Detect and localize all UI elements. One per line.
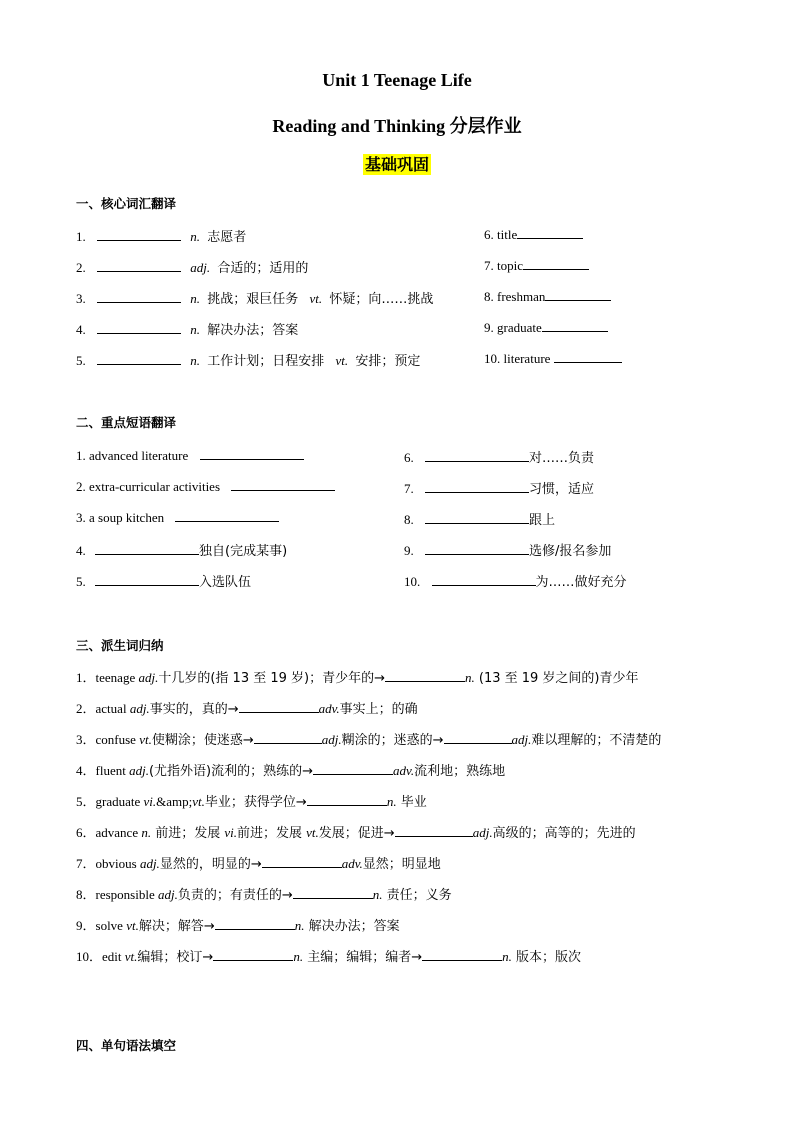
part-of-speech: n. bbox=[190, 291, 200, 306]
item-number: 7． bbox=[76, 856, 96, 871]
phrase-meaning: 为……做好充分 bbox=[535, 575, 627, 590]
answer-blank[interactable] bbox=[97, 290, 181, 303]
part-of-speech: adv. bbox=[393, 763, 415, 778]
page-subtitle: Reading and Thinking 分层作业 bbox=[272, 116, 522, 136]
meaning: 事实的，真的→ bbox=[149, 702, 239, 717]
meaning: 毕业 bbox=[396, 795, 427, 810]
answer-blank[interactable] bbox=[422, 948, 502, 961]
part-of-speech: vt. bbox=[192, 794, 205, 809]
vocab-item-7 bbox=[484, 257, 589, 274]
part-of-speech: vt. bbox=[126, 918, 139, 933]
phrase-number: 10. bbox=[404, 574, 421, 589]
answer-blank[interactable] bbox=[425, 480, 529, 493]
answer-blank[interactable] bbox=[517, 226, 583, 239]
vocab-item-3 bbox=[76, 288, 433, 307]
meaning: 毕业；获得学位→ bbox=[204, 795, 307, 810]
meaning: 解决办法；答案 bbox=[304, 919, 400, 934]
phrase-text: 2. extra-curricular activities bbox=[76, 479, 221, 494]
meaning: 怀疑；向……挑战 bbox=[329, 292, 434, 307]
part-of-speech: n. bbox=[190, 322, 200, 337]
part-of-speech: adj. bbox=[129, 701, 150, 716]
vocab-word: title bbox=[497, 227, 518, 242]
meaning: 解决；解答→ bbox=[138, 919, 215, 934]
derivative-item-1 bbox=[76, 667, 639, 686]
phrase-item-8 bbox=[404, 509, 555, 528]
phrase-item-5 bbox=[76, 571, 251, 590]
part-of-speech: adj. bbox=[190, 260, 211, 275]
base-word: fluent bbox=[95, 763, 130, 778]
answer-blank[interactable] bbox=[95, 542, 199, 555]
answer-blank[interactable] bbox=[97, 352, 181, 365]
base-word: teenage bbox=[95, 670, 139, 685]
phrase-item-7 bbox=[404, 478, 594, 497]
item-number: 9. bbox=[484, 320, 494, 335]
part-of-speech: vt. bbox=[309, 291, 323, 306]
answer-blank[interactable] bbox=[554, 350, 622, 363]
meaning: 前进；发展 bbox=[151, 826, 225, 841]
section-heading-phrases: 二、重点短语翻译 bbox=[76, 415, 177, 430]
part-of-speech: adj. bbox=[129, 763, 149, 778]
meaning: (尤指外语)流利的；熟练的→ bbox=[148, 764, 314, 779]
vocab-item-6 bbox=[484, 226, 583, 243]
answer-blank[interactable] bbox=[432, 573, 536, 586]
phrase-meaning: 选修/报名参加 bbox=[529, 544, 612, 559]
phrase-meaning: 习惯，适应 bbox=[529, 482, 595, 497]
item-number: 2. bbox=[76, 260, 86, 275]
answer-blank[interactable] bbox=[213, 948, 293, 961]
vocab-item-1 bbox=[76, 226, 246, 245]
item-number: 7. bbox=[484, 258, 494, 273]
meaning: 显然；明显地 bbox=[362, 857, 441, 872]
derivative-item-2 bbox=[76, 698, 418, 717]
answer-blank[interactable] bbox=[231, 478, 335, 491]
base-word: obvious bbox=[95, 856, 140, 871]
level-banner bbox=[0, 152, 794, 175]
section-heading-vocab: 一、核心词汇翻译 bbox=[76, 196, 177, 211]
phrase-meaning: 对……负责 bbox=[529, 451, 595, 466]
level-highlight: 基础巩固 bbox=[364, 155, 429, 174]
meaning: 主编；编辑；编者→ bbox=[303, 950, 423, 965]
answer-blank[interactable] bbox=[175, 509, 279, 522]
meaning: 使糊涂；使迷惑→ bbox=[151, 733, 254, 748]
phrase-number: 8. bbox=[404, 512, 414, 527]
meaning: 前进；发展 bbox=[237, 826, 307, 841]
phrase-meaning: 独自(完成某事) bbox=[199, 544, 288, 559]
phrase-number: 9. bbox=[404, 543, 414, 558]
item-number: 6． bbox=[76, 825, 96, 840]
answer-blank[interactable] bbox=[444, 731, 512, 744]
answer-blank[interactable] bbox=[385, 669, 465, 682]
base-word: edit bbox=[102, 949, 125, 964]
meaning: 工作计划；日程安排 bbox=[207, 354, 325, 369]
phrase-number: 6. bbox=[404, 450, 414, 465]
item-number: 2． bbox=[76, 701, 96, 716]
answer-blank[interactable] bbox=[425, 511, 529, 524]
section-heading-derivatives: 三、派生词归纳 bbox=[76, 638, 164, 653]
vocab-item-9 bbox=[484, 319, 608, 336]
meaning: 负责的；有责任的→ bbox=[177, 888, 293, 903]
part-of-speech: adv. bbox=[341, 856, 363, 871]
meaning: 难以理解的；不清楚的 bbox=[531, 733, 662, 748]
meaning: 合适的；适用的 bbox=[217, 261, 309, 276]
part-of-speech: adj. bbox=[321, 732, 342, 747]
answer-blank[interactable] bbox=[262, 855, 342, 868]
vocab-item-10 bbox=[484, 350, 622, 367]
item-number: 1． bbox=[76, 670, 96, 685]
answer-blank[interactable] bbox=[97, 321, 181, 334]
derivative-item-7 bbox=[76, 853, 441, 872]
answer-blank[interactable] bbox=[254, 731, 322, 744]
answer-blank[interactable] bbox=[425, 449, 529, 462]
derivative-item-3 bbox=[76, 729, 661, 748]
phrase-number: 7. bbox=[404, 481, 414, 496]
item-number: 10. bbox=[484, 351, 501, 366]
answer-blank[interactable] bbox=[95, 573, 199, 586]
answer-blank[interactable] bbox=[307, 793, 387, 806]
answer-blank[interactable] bbox=[395, 824, 473, 837]
base-word: solve bbox=[95, 918, 127, 933]
part-of-speech: adj. bbox=[139, 856, 160, 871]
answer-blank[interactable] bbox=[293, 886, 373, 899]
vocab-item-8 bbox=[484, 288, 611, 305]
phrase-number: 4. bbox=[76, 543, 86, 558]
part-of-speech: n. bbox=[465, 670, 475, 685]
part-of-speech: n. bbox=[372, 887, 383, 902]
part-of-speech: n. bbox=[293, 949, 304, 964]
item-number: 8. bbox=[484, 289, 494, 304]
item-number: 6. bbox=[484, 227, 494, 242]
part-of-speech: n. bbox=[386, 794, 397, 809]
item-number: 8． bbox=[76, 887, 96, 902]
part-of-speech: vt. bbox=[124, 949, 138, 964]
part-of-speech: adj. bbox=[157, 887, 178, 902]
vocab-item-2 bbox=[76, 257, 308, 276]
connector-text: &amp; bbox=[156, 794, 193, 809]
part-of-speech: adj. bbox=[472, 825, 493, 840]
derivative-item-8 bbox=[76, 884, 452, 903]
answer-blank[interactable] bbox=[313, 762, 393, 775]
derivative-item-9 bbox=[76, 915, 400, 934]
part-of-speech: adj. bbox=[138, 670, 159, 685]
item-number: 10． bbox=[76, 949, 103, 964]
item-number: 4. bbox=[76, 322, 86, 337]
meaning: 十几岁的(指 13 至 19 岁)；青少年的→ bbox=[158, 671, 385, 686]
base-word: advance bbox=[95, 825, 142, 840]
meaning: 糊涂的；迷惑的→ bbox=[341, 733, 444, 748]
answer-blank[interactable] bbox=[545, 288, 611, 301]
part-of-speech: n. bbox=[190, 353, 200, 368]
derivative-item-5 bbox=[76, 791, 427, 810]
answer-blank[interactable] bbox=[425, 542, 529, 555]
phrase-item-2 bbox=[76, 478, 335, 495]
part-of-speech: n. bbox=[190, 229, 200, 244]
phrase-item-1 bbox=[76, 447, 304, 464]
phrase-text: 1. advanced literature bbox=[76, 448, 189, 463]
item-number: 3. bbox=[76, 291, 86, 306]
phrase-item-9 bbox=[404, 540, 611, 559]
vocab-word: topic bbox=[497, 258, 523, 273]
meaning: 高级的；高等的；先进的 bbox=[492, 826, 636, 841]
answer-blank[interactable] bbox=[200, 447, 304, 460]
page-title: Unit 1 Teenage Life bbox=[322, 70, 472, 90]
phrase-item-10 bbox=[404, 571, 627, 590]
item-number: 9． bbox=[76, 918, 96, 933]
phrase-text: 3. a soup kitchen bbox=[76, 510, 165, 525]
answer-blank[interactable] bbox=[542, 319, 608, 332]
part-of-speech: vi. bbox=[143, 794, 157, 809]
item-number: 4． bbox=[76, 763, 96, 778]
meaning: 志愿者 bbox=[207, 230, 247, 245]
item-number: 5． bbox=[76, 794, 96, 809]
part-of-speech: vt. bbox=[139, 732, 152, 747]
item-number: 3． bbox=[76, 732, 96, 747]
part-of-speech: vt. bbox=[306, 825, 319, 840]
meaning: 事实上；的确 bbox=[339, 702, 418, 717]
derivative-item-4 bbox=[76, 760, 505, 779]
part-of-speech: vt. bbox=[335, 353, 349, 368]
phrase-number: 5. bbox=[76, 574, 86, 589]
part-of-speech: n. bbox=[294, 918, 305, 933]
part-of-speech: adj. bbox=[511, 732, 532, 747]
part-of-speech: n. bbox=[141, 825, 152, 840]
vocab-item-4 bbox=[76, 319, 298, 338]
derivative-item-10 bbox=[76, 946, 581, 965]
base-word: actual bbox=[95, 701, 130, 716]
meaning: 版本；版次 bbox=[511, 950, 581, 965]
meaning: 安排；预定 bbox=[355, 354, 421, 369]
phrase-item-6 bbox=[404, 447, 594, 466]
phrase-meaning: 跟上 bbox=[529, 513, 556, 528]
meaning: 挑战；艰巨任务 bbox=[207, 292, 299, 307]
vocab-word: freshman bbox=[497, 289, 546, 304]
base-word: responsible bbox=[95, 887, 158, 902]
item-number: 1. bbox=[76, 229, 86, 244]
meaning: (13 至 19 岁之间的)青少年 bbox=[474, 671, 639, 686]
section-heading-grammar: 四、单句语法填空 bbox=[76, 1038, 177, 1053]
meaning: 发展；促进→ bbox=[318, 826, 395, 841]
part-of-speech: n. bbox=[502, 949, 512, 964]
answer-blank[interactable] bbox=[97, 259, 181, 272]
meaning: 编辑；校订→ bbox=[137, 950, 214, 965]
base-word: graduate bbox=[95, 794, 144, 809]
vocab-item-5 bbox=[76, 350, 420, 369]
derivative-item-6 bbox=[76, 822, 636, 841]
answer-blank[interactable] bbox=[97, 228, 181, 241]
part-of-speech: vi. bbox=[224, 825, 238, 840]
meaning: 责任；义务 bbox=[382, 888, 452, 903]
meaning: 解决办法；答案 bbox=[207, 323, 299, 338]
answer-blank[interactable] bbox=[523, 257, 589, 270]
answer-blank[interactable] bbox=[239, 700, 319, 713]
phrase-item-4 bbox=[76, 540, 287, 559]
meaning: 显然的，明显的→ bbox=[159, 857, 262, 872]
vocab-word: literature bbox=[503, 351, 551, 366]
phrase-meaning: 入选队伍 bbox=[199, 575, 252, 590]
part-of-speech: adv. bbox=[318, 701, 340, 716]
item-number: 5. bbox=[76, 353, 86, 368]
answer-blank[interactable] bbox=[215, 917, 295, 930]
meaning: 流利地；熟练地 bbox=[414, 764, 506, 779]
base-word: confuse bbox=[95, 732, 140, 747]
phrase-item-3 bbox=[76, 509, 279, 526]
vocab-word: graduate bbox=[497, 320, 542, 335]
